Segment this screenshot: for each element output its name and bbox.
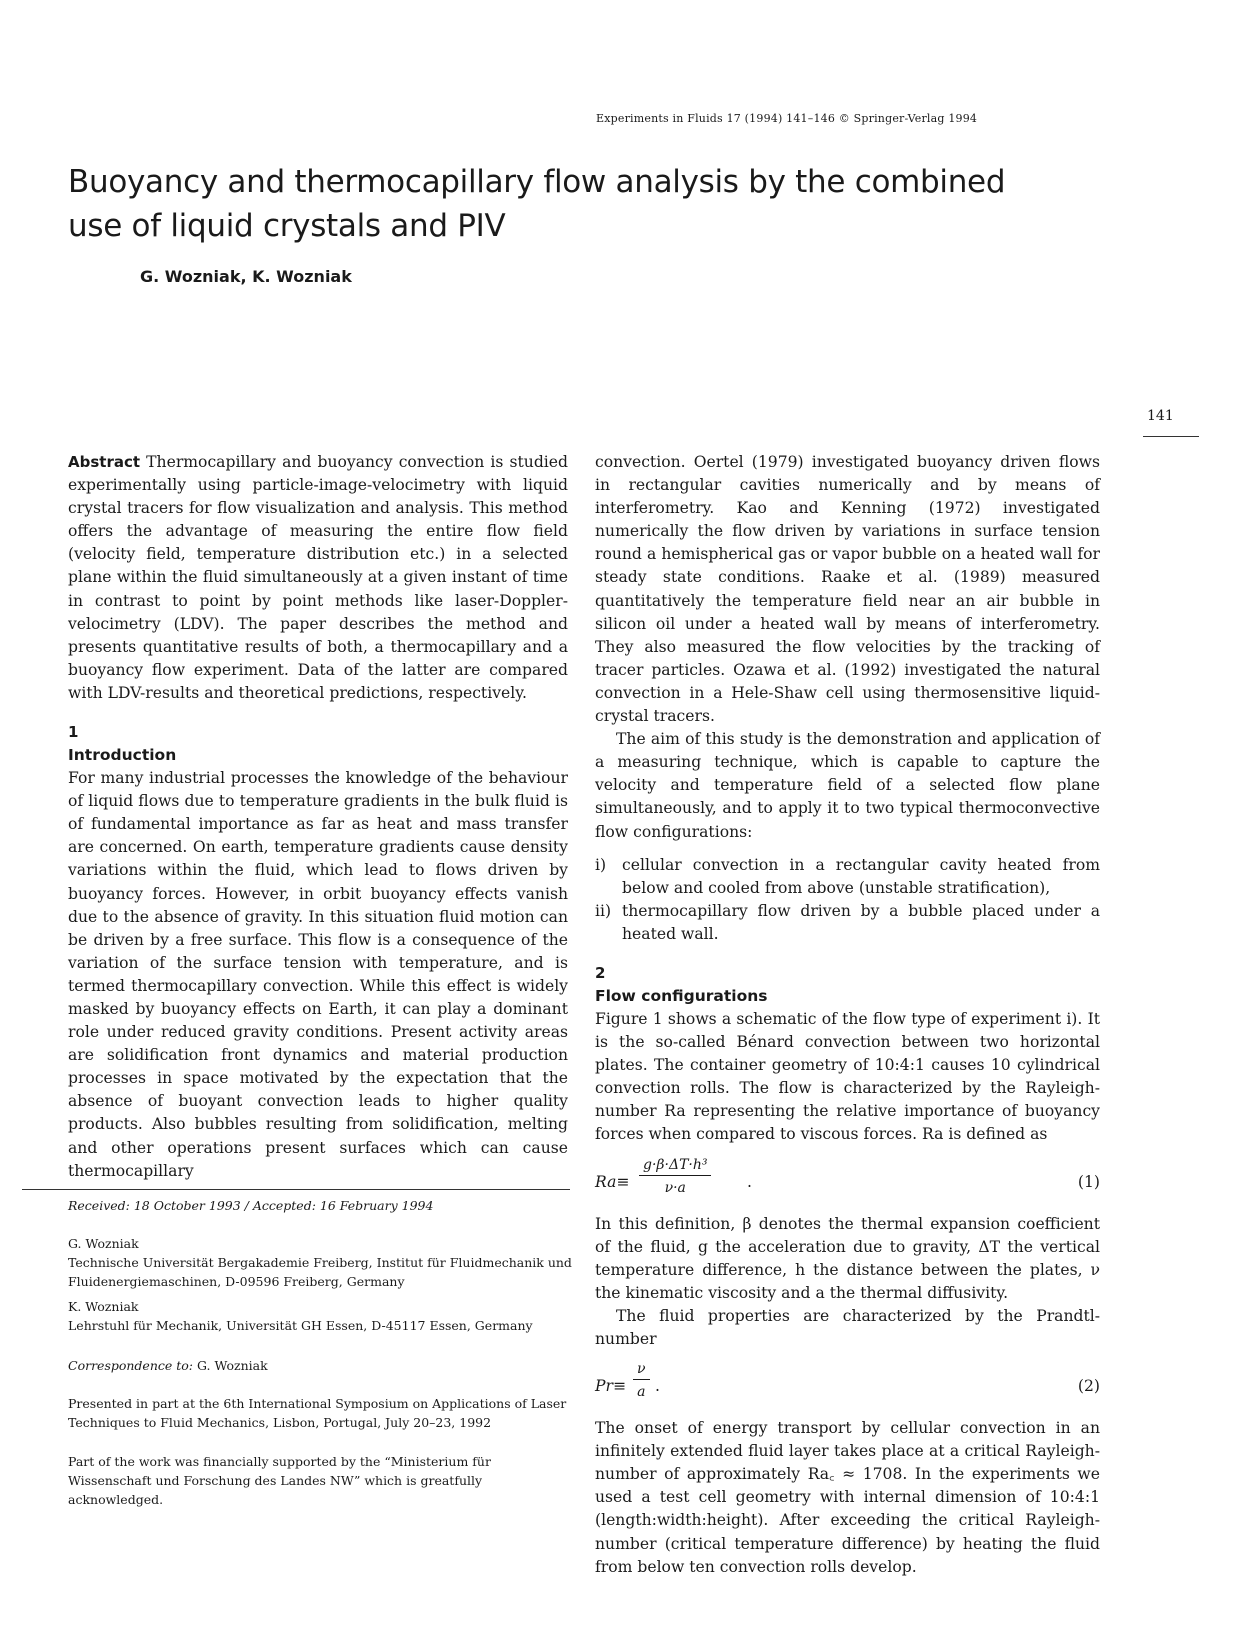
abstract-label: Abstract [68,453,141,471]
support-note: Part of the work was financially supported by the “Ministerium für Wissenschaft und Forschung des Landes NW” which is greatfully acknowledged. [68,1454,491,1507]
correspondence [68,1356,578,1375]
abstract [68,451,568,705]
list-marker: i) [595,855,607,874]
correspondence-name: G. Wozniak [197,1358,268,1373]
flow-paragraph-4: The onset of energy transport by cellular convection in an infinitely extended fluid layer takes place at a critical Rayleigh-number of approximately Ra꜀ ≈ 1708. In the experiments we used a test cell geometry with internal dimension of 10:4:1 (length:width:height). After exceeding the critical Rayleigh-number (critical temperature difference) by heating the fluid from below ten convection rolls develop. [595,1419,1100,1576]
equation-period: . [747,1172,752,1191]
equation-lhs: Ra≡ [595,1172,630,1191]
author1-name: G. Wozniak [68,1236,139,1251]
equation-number: (2) [1077,1377,1100,1396]
configuration-list [595,854,1100,946]
page-number-rule [1143,436,1199,437]
list-item [595,900,1100,946]
flow-paragraph-1: Figure 1 shows a schematic of the flow type of experiment i). It is the so-called Bénard convection between two horizontal plates. The container geometry of 10:4:1 causes 10 cylindrical convection rolls. The flow is characterized by the Rayleigh-number Ra representing the relative importance of buoyancy forces when compared to viscous forces. Ra is defined as [595,1009,1100,1144]
footnote-rule [22,1189,570,1190]
author1-affiliation: Technische Universität Bergakademie Freiberg, Institut für Fluidmechanik und Fluidenergiemaschinen, D-09596 Freiberg, Germany [68,1255,572,1289]
intro-paragraph-1: For many industrial processes the knowledge of the behaviour of liquid flows due to temperature gradients in the bulk fluid is of fundamental importance as far as heat and mass transfer are concerned. On earth, temperature gradients cause density variations within the fluid, which lead to flows driven by buoyancy forces. However, in orbit buoyancy effects vanish due to the absence of gravity. In this situation fluid motion can be driven by a free surface. This flow is a consequence of the variation of the surface tension with temperature, and is termed thermocapillary convection. While this effect is widely masked by buoyancy effects on Earth, it can play a dominant role under reduced gravity conditions. Present activity areas are solidification front dynamics and material production processes in space motivated by the expectation that the absence of buoyant convection leads to higher quality products. Also bubbles resulting from solidification, melting and other operations present surfaces which can cause thermocapillary [68,769,568,1180]
list-item [595,854,1100,900]
equation-lhs: Pr≡ [595,1377,627,1396]
list-marker: ii) [595,901,612,920]
authors: G. Wozniak, K. Wozniak [140,267,352,286]
received-dates: Received: 18 October 1993 / Accepted: 16 February 1994 [68,1198,434,1213]
intro-paragraph-1-continued: convection. Oertel (1979) investigated buoyancy driven flows in rectangular cavities numerically and by means of interferometry. Kao and Kenning (1972) investigated numerically the flow driven by variations in surface tension round a hemispherical gas or vapor bubble on a heated wall for steady state conditions. Raake et al. (1989) measured quantitatively the temperature field near an air bubble in silicon oil under a heated wall by means of interferometry. They also measured the flow velocities by the tracking of tracer particles. Ozawa et al. (1992) investigated the natural convection in a Hele-Shaw cell using thermosensitive liquid-crystal tracers. [595,453,1100,726]
section-number: 1 [68,723,79,742]
author2-affiliation-block [68,1297,578,1335]
left-column [68,451,568,1183]
equation-fraction [639,1155,711,1198]
equation-2 [595,1359,1100,1411]
list-item-text: cellular convection in a rectangular cavity heated from below and cooled from above (unstable stratification), [622,855,1100,897]
intro-paragraph-2: The aim of this study is the demonstration and application of a measuring technique, which is capable to capture the velocity and temperature field of a selected flow plane simultaneously, and to apply it to two typical thermoconvective flow configurations: [595,730,1100,841]
flow-paragraph-3: The fluid properties are characterized by the Prandtl-number [595,1306,1100,1348]
presented-note: Presented in part at the 6th International Symposium on Applications of Laser Techniques to Fluid Mechanics, Lisbon, Portugal, July 20–23, 1992 [68,1396,567,1430]
equation-fraction [633,1359,650,1402]
journal-header: Experiments in Fluids 17 (1994) 141–146 © Springer-Verlag 1994 [596,112,978,125]
equation-numerator: ν [633,1359,650,1380]
equation-1 [595,1155,1100,1207]
list-item-text: thermocapillary flow driven by a bubble placed under a heated wall. [622,901,1100,943]
abstract-text: Thermocapillary and buoyancy convection is studied experimentally using particle-image-velocimetry with liquid crystal tracers for flow visualization and analysis. This method offers the advantage of measuring the entire flow field (velocity field, temperature distribution etc.) in a selected plane within the fluid simultaneously at a given instant of time in contrast to point by point methods like laser-Doppler-velocimetry (LDV). The paper describes the method and presents quantitative results of both, a thermocapillary and a buoyancy flow experiment. Data of the latter are compared with LDV-results and theoretical predictions, respectively. [68,453,568,702]
author2-affiliation: Lehrstuhl für Mechanik, Universität GH Essen, D-45117 Essen, Germany [68,1318,533,1333]
section-title: Flow configurations [595,986,768,1005]
paper-title: Buoyancy and thermocapillary flow analysis by the combined use of liquid crystals and PIV [68,164,1006,244]
right-column [595,451,1100,1579]
flow-paragraph-2: In this definition, β denotes the thermal expansion coefficient of the fluid, g the acceleration due to gravity, ΔT the vertical temperature difference, h the distance between the plates, ν the kinematic viscosity and a the thermal diffusivity. [595,1214,1100,1302]
equation-numerator: g·β·ΔT·h³ [639,1155,711,1176]
equation-denominator: ν·a [664,1179,686,1196]
correspondence-label: Correspondence to: [68,1358,194,1373]
equation-period: . [655,1377,660,1396]
equation-number: (1) [1077,1172,1100,1191]
equation-denominator: a [637,1384,646,1401]
author1-affiliation-block [68,1234,578,1291]
section-title: Introduction [68,746,177,765]
section-number: 2 [595,963,606,982]
page-number: 141 [1147,408,1174,424]
author2-name: K. Wozniak [68,1299,139,1314]
